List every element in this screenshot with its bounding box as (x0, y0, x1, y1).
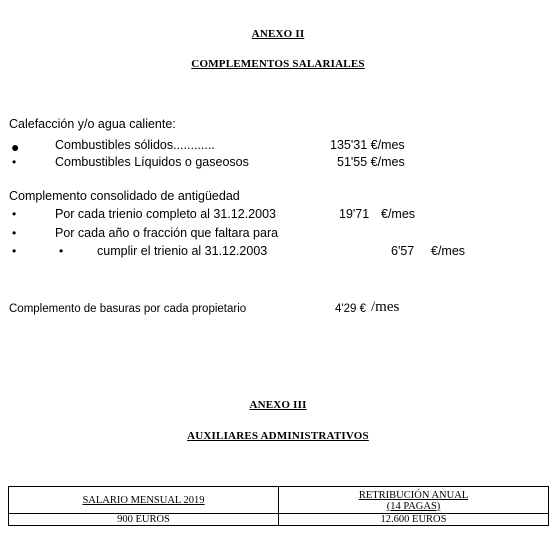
annual-header-line1: RETRIBUCIÓN ANUAL (358, 490, 469, 501)
table-header-row (9, 487, 549, 514)
solid-fuel-value: 135'31 €/mes (330, 138, 405, 152)
annual-retribution-value: 12.600 EUROS (279, 514, 549, 526)
garbage-unit: /mes (371, 299, 400, 315)
bullet-icon: • (59, 244, 64, 258)
anexo2-subtitle: COMPLEMENTOS SALARIALES (191, 58, 365, 70)
solid-fuel-label: Combustibles sólidos............ (55, 138, 215, 152)
bullet-icon: • (12, 207, 17, 221)
bullet-icon: • (12, 226, 17, 240)
cumplir-unit: €/mes (431, 244, 466, 258)
bullet-icon: • (12, 155, 17, 169)
salary-table (8, 486, 549, 526)
cumplir-value: 6'57 (391, 244, 415, 258)
liquid-fuel-label: Combustibles Líquidos o gaseosos (55, 155, 249, 169)
table-row (9, 514, 549, 526)
salary-monthly-value: 900 EUROS (9, 514, 279, 526)
trienio-label: Por cada trienio completo al 31.12.2003 (55, 207, 276, 221)
annual-retribution-header (279, 487, 549, 514)
seniority-heading: Complemento consolidado de antigüedad (9, 189, 240, 203)
liquid-fuel-value: 51'55 €/mes (337, 155, 405, 169)
anexo3-title: ANEXO III (249, 399, 307, 411)
heating-heading: Calefacción y/o agua caliente: (9, 117, 176, 131)
annual-header-line2: (14 PAGAS) (386, 501, 441, 512)
salary-monthly-header: SALARIO MENSUAL 2019 (9, 487, 279, 514)
cumplir-label: cumplir el trienio al 31.12.2003 (97, 244, 268, 258)
fraction-label: Por cada año o fracción que faltara para (55, 226, 279, 240)
anexo2-title: ANEXO II (251, 28, 305, 40)
garbage-label: Complemento de basuras por cada propietario (9, 303, 247, 315)
bullet-icon: • (12, 244, 17, 258)
anexo3-subtitle: AUXILIARES ADMINISTRATIVOS (187, 430, 369, 442)
bullet-icon: ● (11, 139, 20, 155)
garbage-value: 4'29 € (335, 303, 366, 315)
trienio-unit: €/mes (381, 207, 416, 221)
trienio-value: 19'71 (339, 207, 370, 221)
